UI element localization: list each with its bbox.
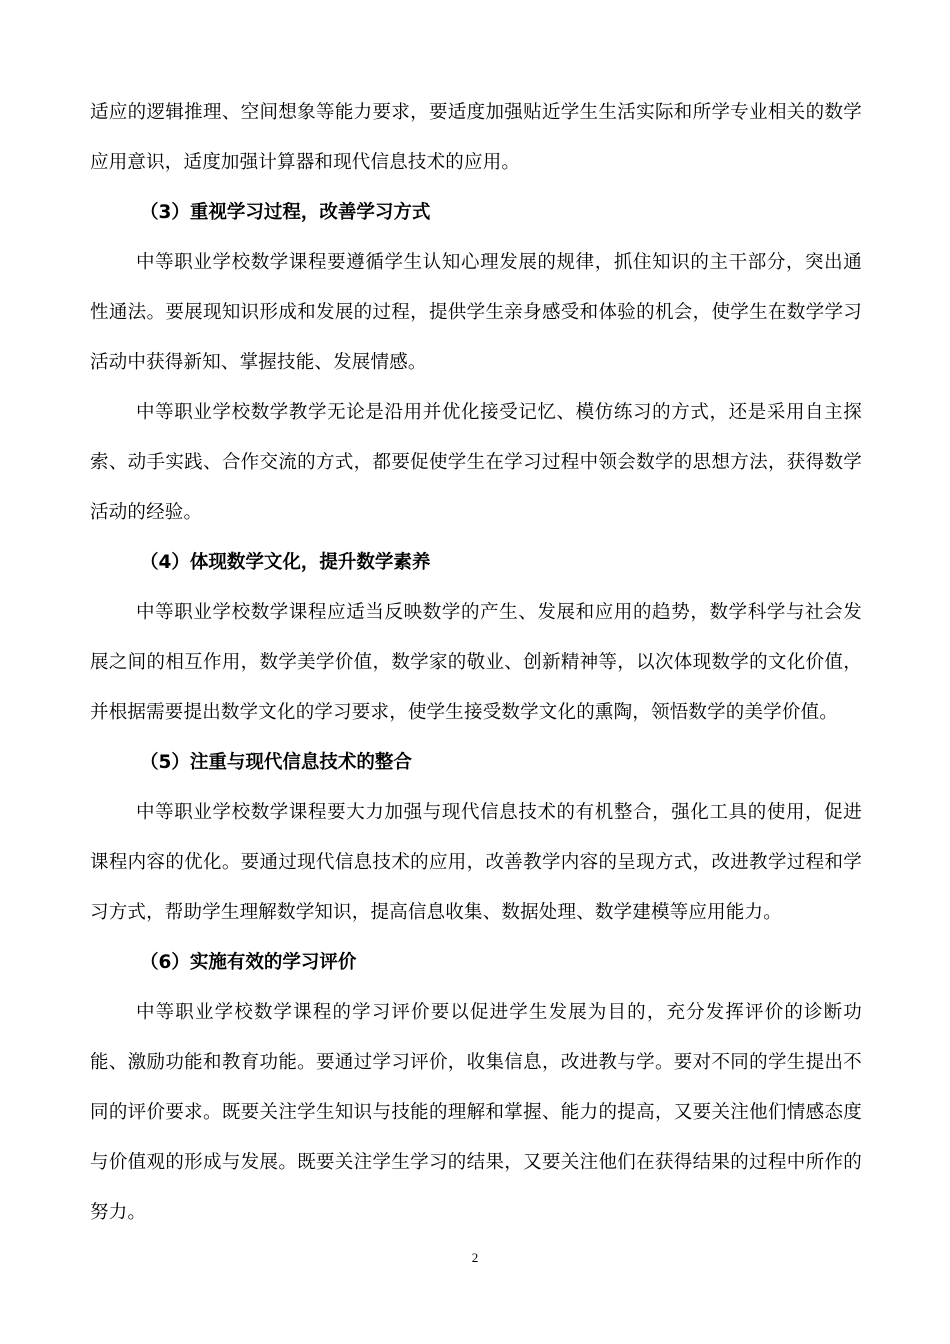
- paragraph: 中等职业学校数学教学无论是沿用并优化接受记忆、模仿练习的方式，还是采用自主探索、动手实践、合作交流的方式，都要促使学生在学习过程中领会数学的思想方法，获得数学活动的经验。: [90, 402, 862, 523]
- page-number: 2: [471, 1250, 479, 1265]
- paragraph: 中等职业学校数学课程要大力加强与现代信息技术的有机整合，强化工具的使用，促进课程内容的优化。要通过现代信息技术的应用，改善教学内容的呈现方式，改进教学过程和学习方式，帮助学生理解数学知识，提高信息收集、数据处理、数学建模等应用能力。: [90, 802, 862, 923]
- paragraph: 中等职业学校数学课程要遵循学生认知心理发展的规律，抓住知识的主干部分，突出通性通法。要展现知识形成和发展的过程，提供学生亲身感受和体验的机会，使学生在数学学习活动中获得新知、掌握技能、发展情感。: [90, 252, 862, 373]
- page-body: [90, 88, 862, 1238]
- section-heading-6: （6）实施有效的学习评价: [140, 952, 357, 973]
- paragraph: 中等职业学校数学课程应适当反映数学的产生、发展和应用的趋势，数学科学与社会发展之间的相互作用，数学美学价值，数学家的敬业、创新精神等，以次体现数学的文化价值，并根据需要提出数学文化的学习要求，使学生接受数学文化的熏陶，领悟数学的美学价值。: [90, 602, 862, 723]
- section-heading-4: （4）体现数学文化，提升数学素养: [140, 552, 431, 573]
- paragraph-continuation: 适应的逻辑推理、空间想象等能力要求，要适度加强贴近学生生活实际和所学专业相关的数学应用意识，适度加强计算器和现代信息技术的应用。: [90, 102, 862, 173]
- section-heading-5: （5）注重与现代信息技术的整合: [140, 752, 412, 773]
- paragraph: 中等职业学校数学课程的学习评价要以促进学生发展为目的，充分发挥评价的诊断功能、激励功能和教育功能。要通过学习评价，收集信息，改进教与学。要对不同的学生提出不同的评价要求。既要关注学生知识与技能的理解和掌握、能力的提高，又要关注他们情感态度与价值观的形成与发展。既要关注学生学习的结果，又要关注他们在获得结果的过程中所作的努力。: [90, 1002, 862, 1223]
- section-heading-3: （3）重视学习过程，改善学习方式: [140, 202, 431, 223]
